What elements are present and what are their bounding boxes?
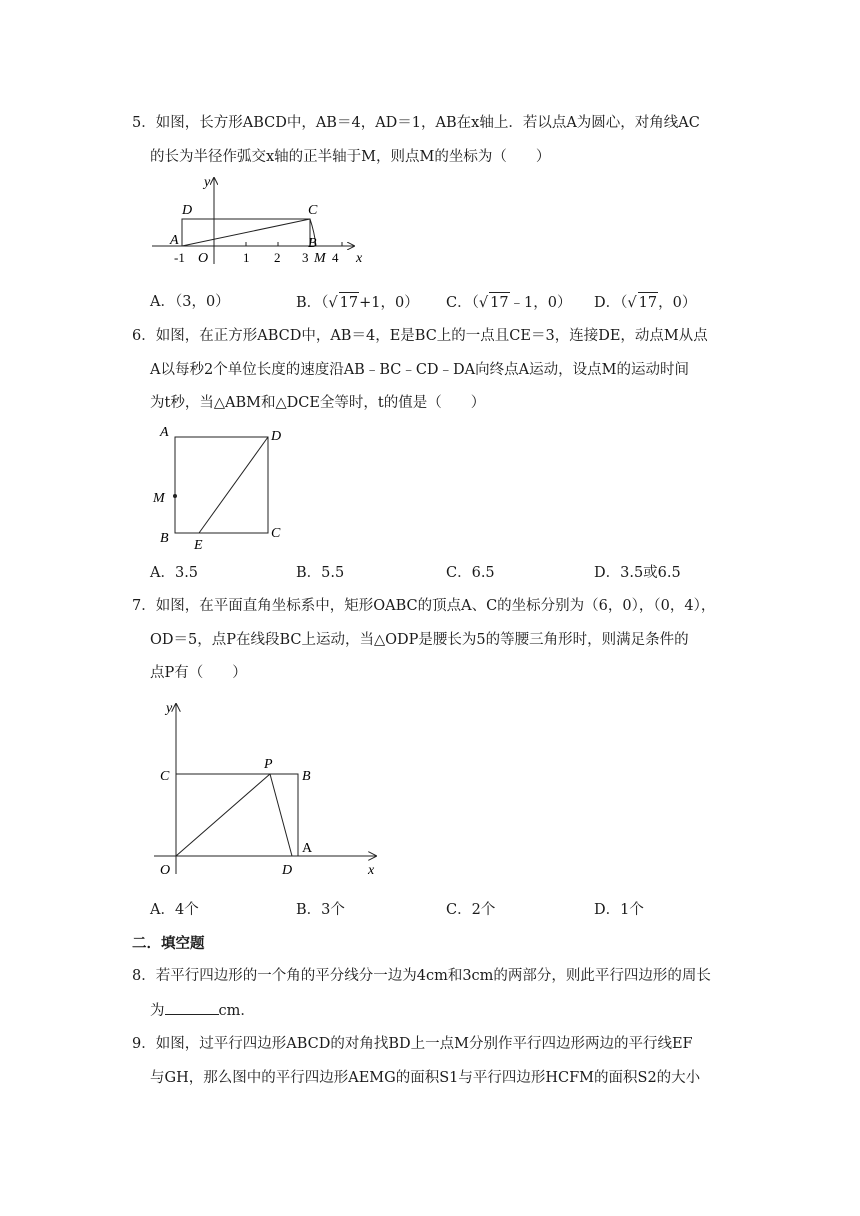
q5-option-d-suffix: ，0） — [658, 295, 697, 311]
q6-option-b: B．5.5 — [296, 565, 345, 581]
q6-label-m: M — [153, 491, 165, 506]
q6-option-d: D．3.5或6.5 — [594, 565, 681, 581]
q8-line-2-suffix: cm． — [218, 1003, 255, 1019]
q5-label-o: O — [198, 251, 209, 266]
q7-line-1: 7．如图，在平面直角坐标系中，矩形OABC的顶点A、C的坐标分别为（6，0），（0，4）， — [132, 598, 716, 614]
q8-answer-blank[interactable] — [165, 1000, 219, 1015]
q7-line-3: 点P有（ ） — [150, 665, 247, 681]
q6-label-a: A — [160, 425, 169, 440]
q5-option-b: B．（√ 17+1，0） — [296, 292, 419, 313]
q5-option-c-suffix: ﹣1，0） — [509, 295, 572, 311]
q6-line-3: 为t秒，当△ABM和△DCE全等时，t的值是（ ） — [150, 395, 486, 411]
q5-option-c: C．（√ 17﹣1，0） — [446, 292, 572, 313]
q6-option-a: A．3.5 — [150, 565, 199, 581]
q5-x-label: x — [356, 251, 363, 266]
q6-label-d: D — [271, 429, 282, 444]
section-heading-fill-in: 二．填空题 — [132, 936, 205, 952]
q6-label-c: C — [271, 526, 281, 541]
q7-label-d: D — [282, 863, 293, 878]
q5-label-m: M — [314, 251, 326, 266]
q7-label-b: B — [302, 769, 311, 784]
q5-option-b-prefix: B．（ — [296, 295, 329, 311]
q5-label-d: D — [182, 203, 193, 218]
q7-label-c: C — [160, 769, 170, 784]
q5-y-label: y — [204, 175, 211, 190]
q5-option-c-prefix: C．（ — [446, 295, 479, 311]
q5-option-d-radicand: 17 — [638, 292, 658, 313]
q6-line-2: A以每秒2个单位长度的速度沿AB﹣BC﹣CD﹣DA向终点A运动，设点M的运动时间 — [150, 362, 689, 378]
q7-y-label: y — [166, 701, 173, 716]
q5-line-1: 5．如图，长方形ABCD中，AB＝4，AD＝1，AB在x轴上．若以点A为圆心，对角线AC — [132, 115, 700, 131]
q8-line-2 — [150, 1000, 255, 1021]
q6-line-1: 6．如图，在正方形ABCD中，AB＝4，E是BC上的一点且CE＝3，连接DE，动点M从点 — [132, 328, 708, 344]
q7-x-label: x — [368, 863, 375, 878]
q5-tick-2: 2 — [274, 250, 281, 265]
q6-option-c: C．6.5 — [446, 565, 495, 581]
q5-option-b-radicand: 17 — [339, 292, 359, 313]
q5-option-c-radicand: 17 — [489, 292, 509, 313]
q6-label-e: E — [194, 538, 203, 553]
q5-tick-3: 3 — [302, 250, 309, 265]
q7-option-a: A．4个 — [150, 902, 199, 918]
q5-option-a: A．（3，0） — [150, 294, 230, 310]
q5-tick-minus1: -1 — [174, 250, 185, 265]
q5-option-d-prefix: D．（ — [594, 295, 628, 311]
q6-figure — [150, 420, 300, 556]
q7-label-p: P — [264, 757, 273, 772]
q7-option-d: D．1个 — [594, 902, 644, 918]
q8-line-1: 8．若平行四边形的一个角的平分线分一边为4cm和3cm的两部分，则此平行四边形的周长 — [132, 968, 711, 984]
q5-option-d: D．（√ 17，0） — [594, 292, 696, 313]
q6-label-b: B — [160, 531, 169, 546]
q5-label-a: A — [170, 233, 179, 248]
q5-option-b-suffix: +1，0） — [359, 295, 419, 311]
q9-line-2: 与GH，那么图中的平行四边形AEMG的面积S1与平行四边形HCFM的面积S2的大小 — [150, 1070, 701, 1086]
q5-label-b: B — [308, 236, 317, 251]
q5-figure — [148, 172, 368, 268]
q5-label-c: C — [308, 203, 318, 218]
q7-label-o: O — [160, 863, 171, 878]
q9-line-1: 9．如图，过平行四边形ABCD的对角找BD上一点M分别作平行四边形两边的平行线EF — [132, 1036, 693, 1052]
q7-option-c: C．2个 — [446, 902, 496, 918]
q5-tick-1: 1 — [243, 250, 250, 265]
q7-option-b: B．3个 — [296, 902, 345, 918]
q7-line-2: OD＝5，点P在线段BC上运动，当△ODP是腰长为5的等腰三角形时，则满足条件的 — [150, 632, 689, 648]
q7-figure — [152, 698, 392, 884]
q7-label-a: A — [302, 841, 313, 856]
q5-tick-4: 4 — [332, 250, 339, 265]
q8-line-2-prefix: 为 — [150, 1003, 165, 1019]
q5-line-2: 的长为半径作弧交x轴的正半轴于M，则点M的坐标为（ ） — [150, 149, 551, 165]
